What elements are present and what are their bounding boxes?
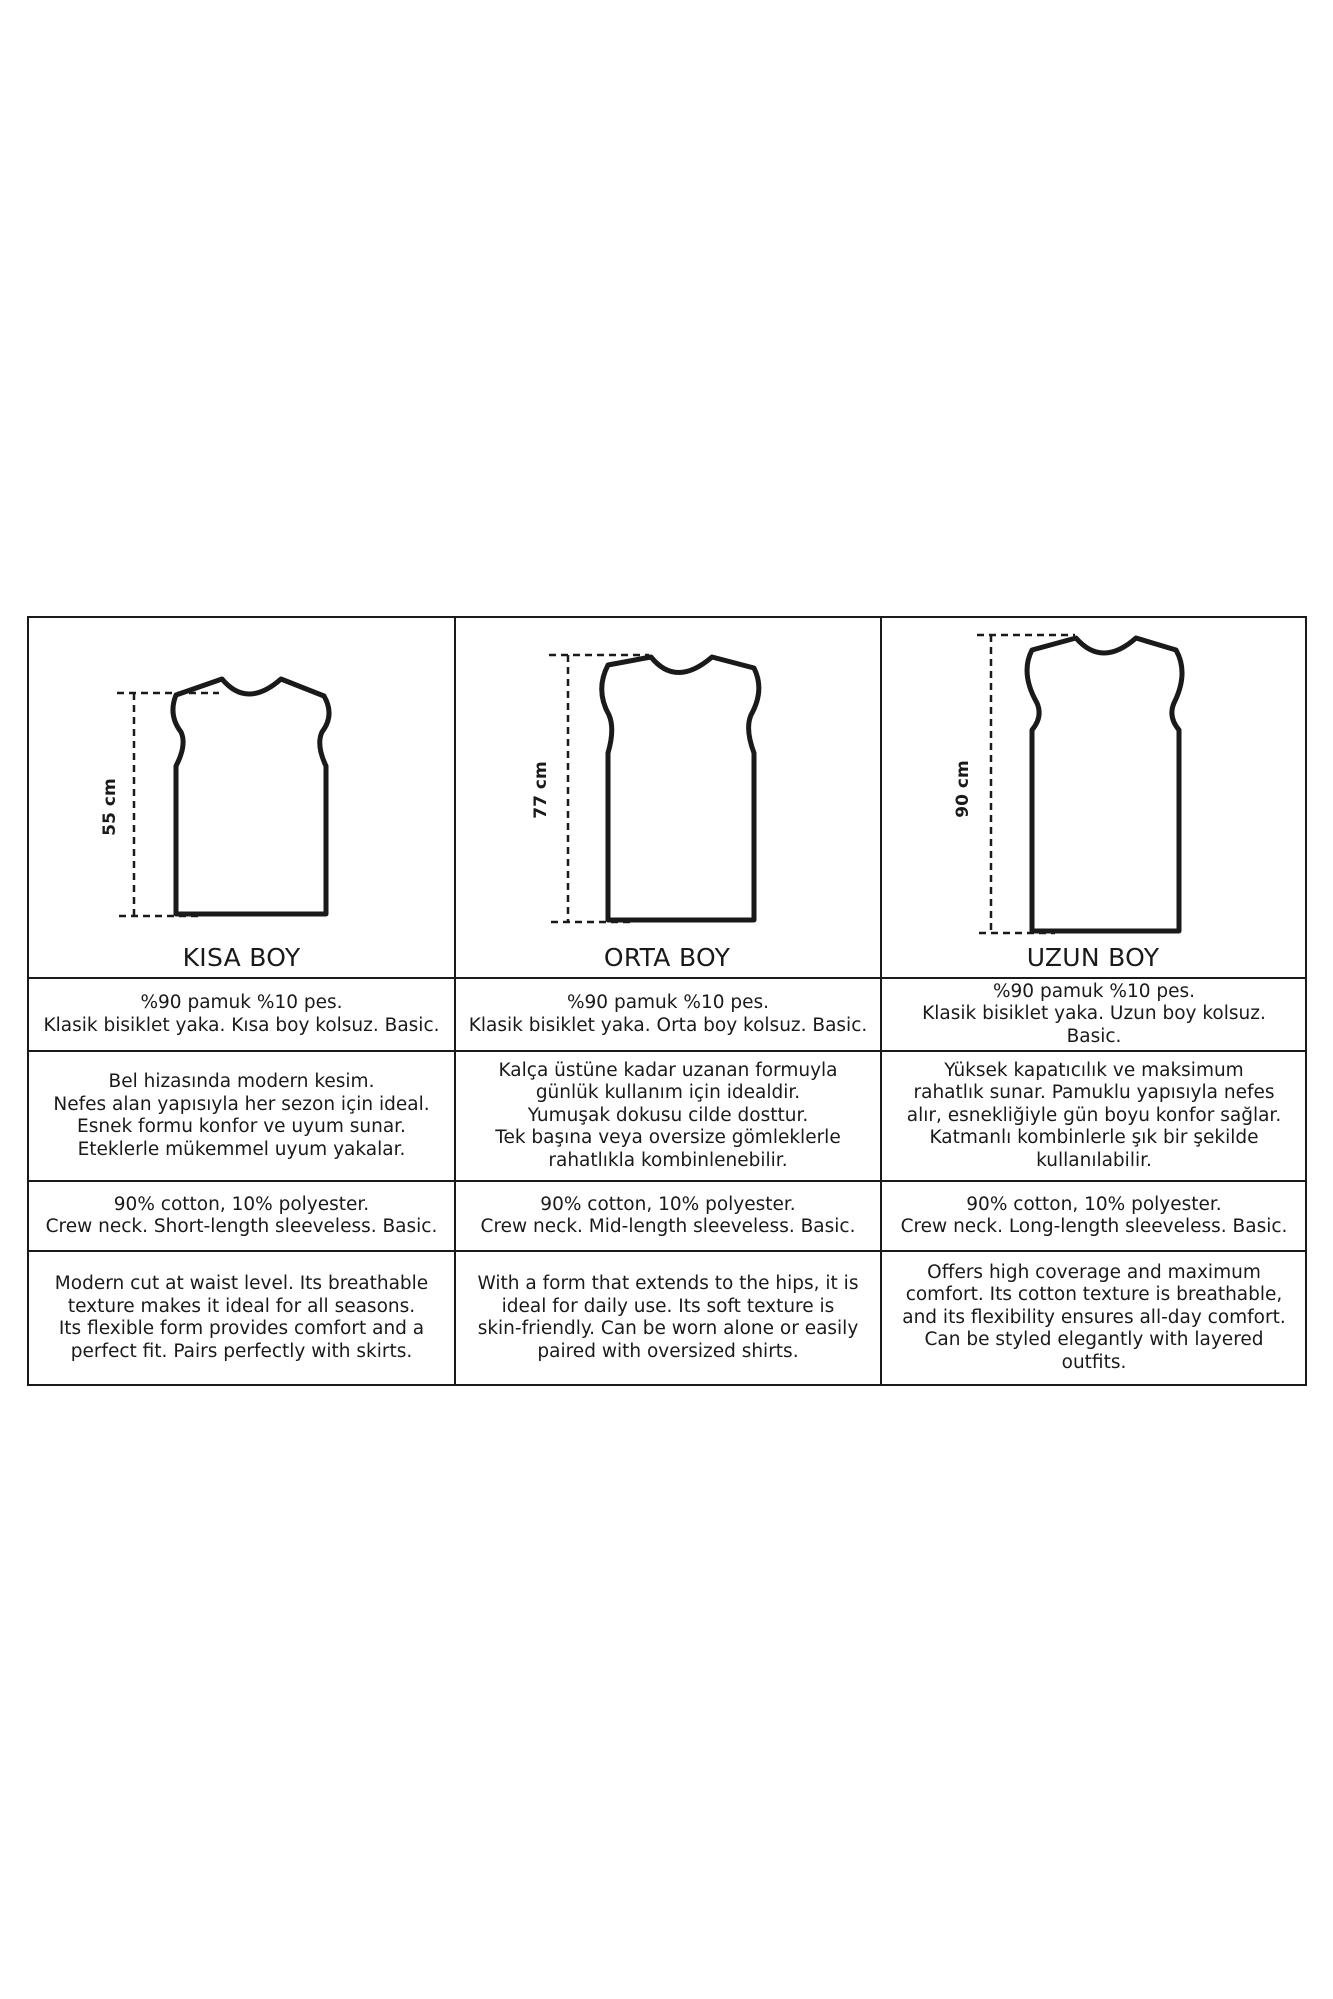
text-line: alır, esnekliğiyle gün boyu konfor sağlar.	[906, 1104, 1282, 1126]
text-line: texture makes it ideal for all seasons.	[67, 1295, 416, 1317]
text-line: Its flexible form provides comfort and a	[58, 1318, 425, 1339]
size-title-uzun-boy: UZUN BOY	[1026, 943, 1160, 972]
text-line: günlük kullanım için idealdir.	[535, 1082, 801, 1104]
size-chart-table	[27, 616, 1307, 1386]
tr-description-cell	[882, 1052, 1306, 1180]
text-line: Bel hizasında modern kesim.	[108, 1071, 375, 1092]
text-line: paired with oversized shirts.	[537, 1340, 799, 1362]
text-line: Klasik bisiklet yaka. Orta boy kolsuz. Basic.	[468, 1014, 868, 1036]
text-line: 90% cotton, 10% polyester.	[113, 1193, 370, 1215]
mid-tank-top-illustration	[454, 618, 880, 977]
text-line: Tek başına veya oversize gömleklerle	[495, 1127, 841, 1149]
en-material-cell	[29, 1182, 454, 1250]
text-line: comfort. Its cotton texture is breathable,	[905, 1284, 1283, 1306]
text-line: Klasik bisiklet yaka. Uzun boy kolsuz.	[922, 1003, 1266, 1025]
text-line: Crew neck. Short-length sleeveless. Basic.	[45, 1216, 438, 1237]
text-line: skin-friendly. Can be worn alone or easily	[477, 1318, 859, 1339]
text-line: %90 pamuk %10 pes.	[566, 992, 770, 1013]
text-line: 90% cotton, 10% polyester.	[966, 1193, 1222, 1215]
text-line: Eteklerle mükemmel uyum yakalar.	[77, 1138, 406, 1160]
text-line: outfits.	[1061, 1351, 1127, 1373]
en-description-cell	[29, 1252, 454, 1384]
text-line: rahatlık sunar. Pamuklu yapısıyla nefes	[913, 1082, 1275, 1104]
text-line: Crew neck. Mid-length sleeveless. Basic.	[480, 1216, 856, 1237]
tr-description-cell	[29, 1052, 454, 1180]
en-description-cell	[882, 1252, 1306, 1384]
text-line: Basic.	[1066, 1025, 1122, 1047]
text-line: With a form that extends to the hips, it is	[477, 1273, 859, 1294]
text-line: Yüksek kapatıcılık ve maksimum	[944, 1059, 1244, 1081]
text-line: Klasik bisiklet yaka. Kısa boy kolsuz. Basic.	[43, 1014, 440, 1036]
length-label: 77 cm	[531, 761, 551, 819]
size-title-orta-boy: ORTA BOY	[603, 943, 731, 972]
text-line: kullanılabilir.	[1036, 1149, 1152, 1171]
text-line: Offers high coverage and maximum	[927, 1261, 1261, 1283]
en-material-cell	[456, 1182, 880, 1250]
text-line: and its flexibility ensures all-day comfort.	[902, 1306, 1286, 1328]
tr-material-cell	[29, 979, 454, 1050]
text-line: Nefes alan yapısıyla her sezon için ideal.	[53, 1093, 430, 1115]
tr-description-cell	[456, 1052, 880, 1180]
text-line: Can be styled elegantly with layered	[924, 1329, 1264, 1351]
length-label: 55 cm	[100, 778, 120, 836]
en-material-cell	[882, 1182, 1306, 1250]
long-tank-top-illustration	[880, 618, 1306, 977]
text-line: ideal for daily use. Its soft texture is	[501, 1295, 835, 1317]
tr-material-cell	[882, 979, 1306, 1050]
en-description-cell	[456, 1252, 880, 1384]
length-label: 90 cm	[953, 760, 973, 818]
text-line: Katmanlı kombinlerle şık bir şekilde	[929, 1127, 1259, 1149]
text-line: rahatlıkla kombinlenebilir.	[548, 1149, 788, 1171]
text-line: %90 pamuk %10 pes.	[992, 980, 1196, 1002]
text-line: %90 pamuk %10 pes.	[140, 992, 343, 1013]
tr-material-cell	[456, 979, 880, 1050]
text-line: 90% cotton, 10% polyester.	[540, 1193, 796, 1215]
text-line: Yumuşak dokusu cilde dosttur.	[527, 1104, 809, 1126]
text-line: Esnek formu konfor ve uyum sunar.	[77, 1116, 406, 1137]
short-tank-top-illustration	[29, 618, 454, 977]
text-line: perfect fit. Pairs perfectly with skirts.	[70, 1340, 413, 1362]
text-line: Crew neck. Long-length sleeveless. Basic.	[900, 1216, 1288, 1237]
size-title-kisa-boy: KISA BOY	[182, 943, 301, 972]
text-line: Modern cut at waist level. Its breathable	[54, 1273, 429, 1294]
text-line: Kalça üstüne kadar uzanan formuyla	[498, 1059, 838, 1081]
